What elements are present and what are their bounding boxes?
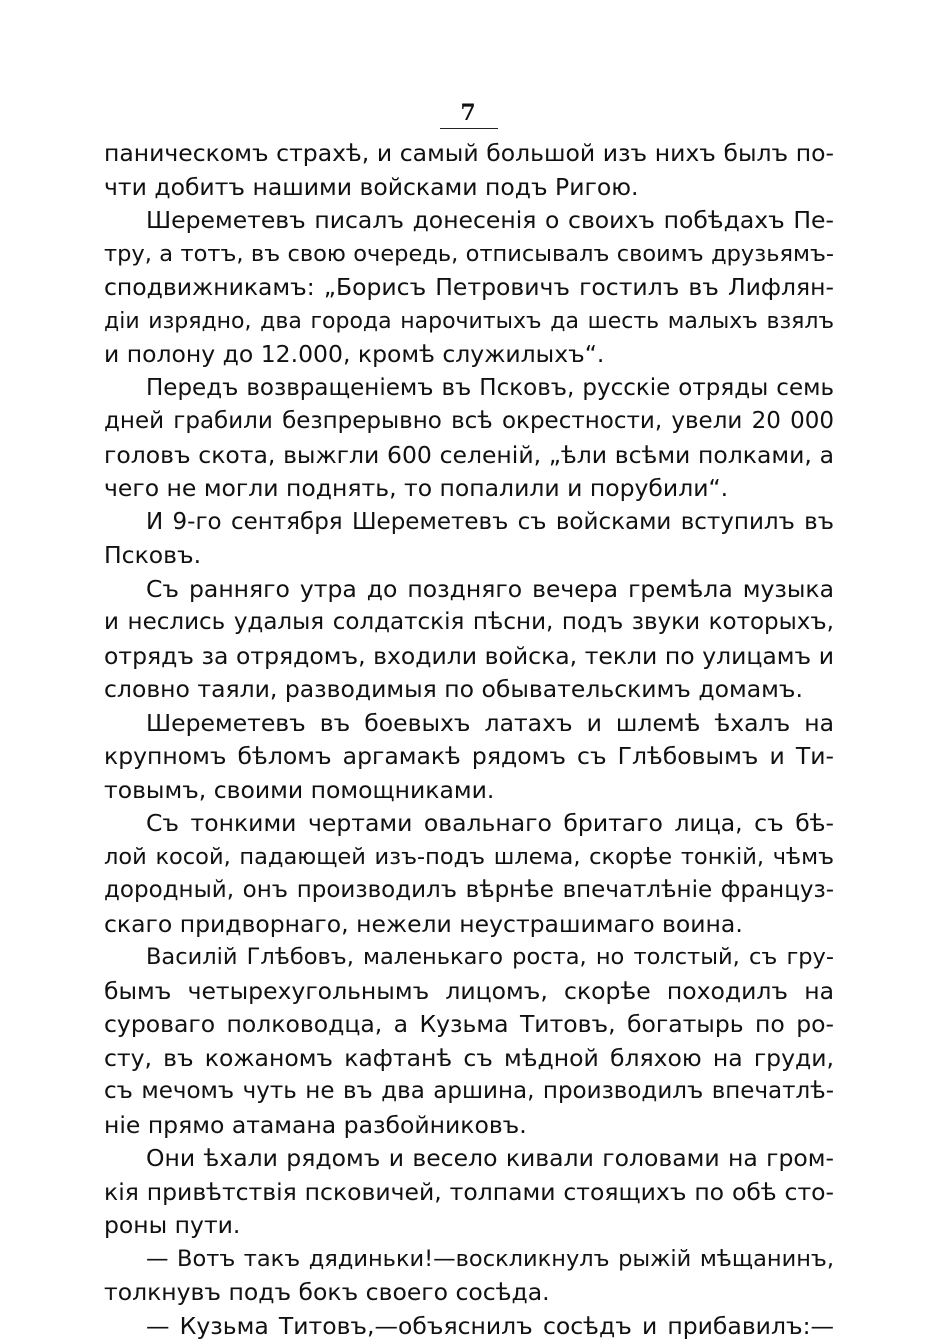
text-line: толкнувъ подъ бокъ своего сосѣда. [104,1276,834,1310]
text-line: словно таяли, разводимыя по обывательскимъ домамъ. [104,673,834,707]
text-line: Съ тонкими чертами овальнаго бритаго лица, съ бѣ- [104,807,834,841]
text-line: и неслись удалыя солдатскія пѣсни, подъ звуки которыхъ, [104,606,834,640]
text-line: съ мечомъ чуть не въ два аршина, производилъ впечатлѣ- [104,1075,834,1109]
text-line: кія привѣтствія псковичей, толпами стоящихъ по обѣ сто- [104,1176,834,1210]
text-line: Они ѣхали рядомъ и весело кивали головами на гром- [104,1142,834,1176]
text-line: лой косой, падающей изъ-подъ шлема, скорѣе тонкій, чѣмъ [104,841,834,875]
text-line: — Вотъ такъ дядиньки!—воскликнулъ рыжій мѣщанинъ, [104,1243,834,1277]
text-line: роны пути. [104,1209,834,1243]
text-line: суроваго полководца, а Кузьма Титовъ, богатырь по ро- [104,1008,834,1042]
text-line: дней грабили безпрерывно всѣ окрестности, увели 20 000 [104,405,834,439]
text-line: Съ ранняго утра до поздняго вечера гремѣла музыка [104,573,834,607]
text-line: тру, а тотъ, въ свою очередь, отписывалъ своимъ друзьямъ- [104,238,834,272]
text-line: Псковъ. [104,539,834,573]
text-line: и полону до 12.000, кромѣ служилыхъ“. [104,338,834,372]
text-line: Василій Глѣбовъ, маленькаго роста, но толстый, съ гру- [104,941,834,975]
text-line: головъ скота, выжгли 600 селеній, „ѣли всѣми полками, а [104,439,834,473]
text-line: чти добитъ нашими войсками подъ Ригою. [104,171,834,205]
text-line: Шереметевъ въ боевыхъ латахъ и шлемѣ ѣхалъ на [104,707,834,741]
text-line: крупномъ бѣломъ аргамакѣ рядомъ съ Глѣбовымъ и Ти- [104,740,834,774]
body-text [104,137,834,1343]
text-line: И 9-го сентября Шереметевъ съ войсками вступилъ въ [104,506,834,540]
text-line: чего не могли поднять, то попалили и порубили“. [104,472,834,506]
text-line: дородный, онъ производилъ вѣрнѣе впечатлѣніе француз- [104,874,834,908]
text-line: Передъ возвращеніемъ въ Псковъ, русскіе отряды семь [104,372,834,406]
text-line: Шереметевъ писалъ донесенія о своихъ побѣдахъ Пе- [104,204,834,238]
text-line: скаго придворнаго, нежели неустрашимаго воина. [104,908,834,942]
text-line: ніе прямо атамана разбойниковъ. [104,1109,834,1143]
page-number-rule [440,128,498,129]
text-line: сту, въ кожаномъ кафтанѣ съ мѣдной бляхою на груди, [104,1042,834,1076]
text-line: діи изрядно, два города нарочитыхъ да шесть малыхъ взялъ [104,305,834,339]
text-line: бымъ четырехугольнымъ лицомъ, скорѣе походилъ на [104,975,834,1009]
page-number: 7 [0,100,936,126]
text-line: сподвижникамъ: „Борисъ Петровичъ гостилъ въ Лифлян- [104,271,834,305]
text-line: товымъ, своими помощниками. [104,774,834,808]
text-line: паническомъ страхѣ, и самый большой изъ нихъ былъ по- [104,137,834,171]
text-line: — Кузьма Титовъ,—объяснилъ сосѣдъ и прибавилъ:— [104,1310,834,1343]
text-line: отрядъ за отрядомъ, входили войска, текли по улицамъ и [104,640,834,674]
